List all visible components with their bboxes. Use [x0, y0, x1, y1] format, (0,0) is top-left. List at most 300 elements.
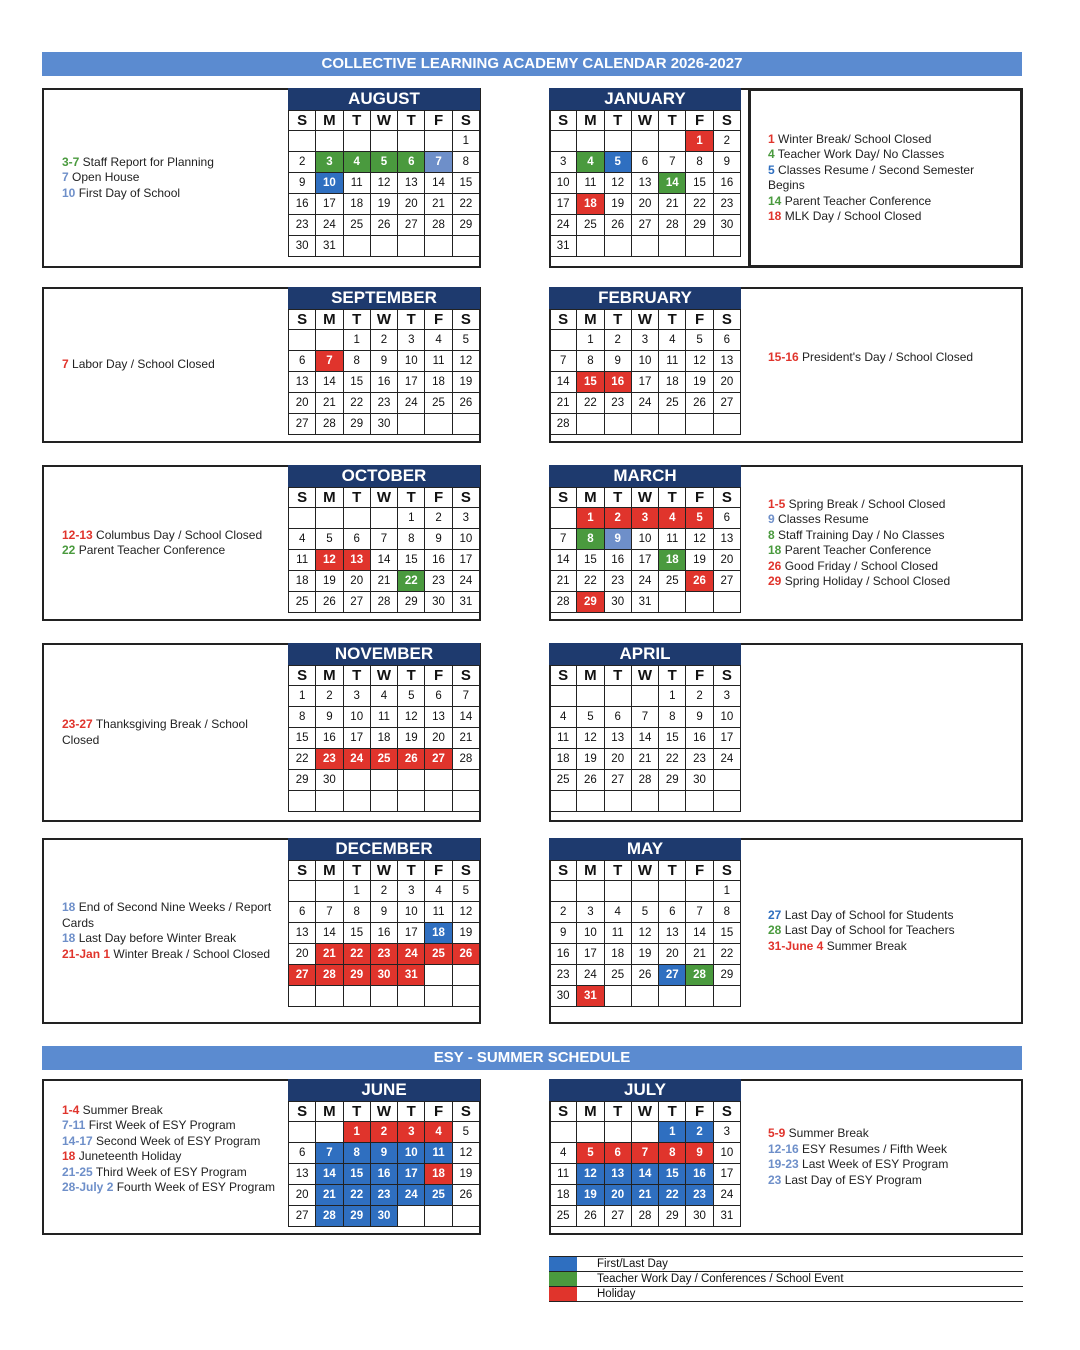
week-row [550, 571, 741, 592]
event-date: 15-16 [768, 349, 799, 364]
day-cell: 7 [316, 351, 343, 372]
month-name: NOVEMBER [288, 643, 480, 665]
event-date: 18 [768, 209, 782, 223]
day-cell: 29 [713, 965, 740, 986]
event-note [768, 923, 1013, 939]
event-date: 12-16 [768, 1141, 799, 1156]
day-cell: 15 [659, 728, 686, 749]
day-cell: 7 [631, 707, 658, 728]
day-cell: 15 [577, 372, 604, 393]
day-cell: 12 [604, 173, 631, 194]
day-cell: 25 [659, 393, 686, 414]
day-cell: 3 [713, 1122, 740, 1143]
legend-swatch-blue [549, 1257, 577, 1271]
empty-cell [343, 791, 370, 812]
week-row [550, 770, 741, 791]
empty-cell [398, 986, 425, 1007]
day-cell: 18 [425, 1164, 452, 1185]
week-row [550, 131, 741, 152]
week-row [550, 152, 741, 173]
event-text: Second Week of ESY Program [92, 1133, 261, 1148]
day-cell: 25 [425, 393, 452, 414]
day-cell: 1 [577, 330, 604, 351]
day-cell: 31 [713, 1206, 740, 1227]
week-row [550, 1122, 741, 1143]
month-name: SEPTEMBER [288, 287, 480, 309]
weekday-header: W [631, 861, 658, 881]
event-text: Good Friday / School Closed [781, 558, 939, 573]
weekday-header: S [713, 488, 740, 508]
day-cell: 4 [659, 508, 686, 529]
weekday-header: T [604, 310, 631, 330]
day-cell: 24 [713, 1185, 740, 1206]
week-row [289, 529, 480, 550]
day-cell: 21 [659, 194, 686, 215]
day-cell: 1 [343, 330, 370, 351]
day-cell: 20 [713, 372, 740, 393]
weekday-header: S [452, 310, 479, 330]
empty-cell [686, 414, 713, 435]
day-cell: 17 [713, 728, 740, 749]
day-cell: 24 [398, 393, 425, 414]
day-cell: 13 [659, 923, 686, 944]
day-cell: 3 [631, 508, 658, 529]
event-text: Spring Holiday / School Closed [781, 574, 951, 588]
day-cell: 25 [577, 215, 604, 236]
day-cell: 19 [686, 550, 713, 571]
day-cell: 29 [289, 770, 316, 791]
day-cell: 23 [370, 944, 397, 965]
day-cell: 11 [550, 728, 577, 749]
empty-cell [604, 986, 631, 1007]
day-cell: 14 [631, 1164, 658, 1185]
event-date: 1 [768, 131, 775, 146]
day-cell: 15 [452, 173, 479, 194]
month-grid [288, 860, 480, 1007]
week-row [550, 791, 741, 812]
weekday-header: S [550, 111, 577, 131]
day-cell: 14 [550, 372, 577, 393]
empty-cell [631, 1122, 658, 1143]
day-cell: 3 [713, 686, 740, 707]
event-note [62, 1149, 284, 1165]
empty-cell [370, 131, 397, 152]
weekday-header: W [370, 666, 397, 686]
day-cell: 6 [604, 707, 631, 728]
day-cell: 28 [316, 414, 343, 435]
weekday-header: F [686, 111, 713, 131]
month-september [288, 287, 480, 435]
event-note [62, 357, 284, 373]
weekday-header: F [686, 488, 713, 508]
empty-cell [659, 986, 686, 1007]
day-cell: 11 [425, 902, 452, 923]
day-cell: 17 [398, 372, 425, 393]
week-row [289, 152, 480, 173]
week-row [550, 686, 741, 707]
month-may [549, 838, 741, 1007]
day-cell: 26 [398, 749, 425, 770]
weekday-header: T [398, 111, 425, 131]
month-name: OCTOBER [288, 465, 480, 487]
weekday-header: T [343, 666, 370, 686]
day-cell: 16 [425, 550, 452, 571]
empty-cell [604, 1122, 631, 1143]
day-cell: 3 [577, 902, 604, 923]
empty-cell [289, 508, 316, 529]
day-cell: 5 [452, 881, 479, 902]
day-cell: 6 [604, 1143, 631, 1164]
month-december [288, 838, 480, 1007]
event-notes [62, 1103, 284, 1196]
day-cell: 6 [289, 1143, 316, 1164]
event-note [62, 170, 284, 186]
empty-cell [316, 791, 343, 812]
empty-cell [316, 330, 343, 351]
event-text: Classes Resume [774, 512, 869, 526]
day-cell: 3 [452, 508, 479, 529]
event-notes [62, 528, 284, 559]
day-cell: 9 [604, 351, 631, 372]
week-row [550, 351, 741, 372]
week-row [289, 592, 480, 613]
month-july [549, 1079, 741, 1227]
day-cell: 16 [316, 728, 343, 749]
day-cell: 25 [289, 592, 316, 613]
week-row [550, 707, 741, 728]
week-row [289, 173, 480, 194]
day-cell: 29 [659, 1206, 686, 1227]
empty-cell [631, 986, 658, 1007]
empty-cell [425, 791, 452, 812]
day-cell: 1 [289, 686, 316, 707]
weekday-header: S [289, 666, 316, 686]
weekday-header: W [631, 310, 658, 330]
event-date: 12-13 [62, 527, 93, 542]
week-row [550, 592, 741, 613]
weekday-header: F [686, 666, 713, 686]
day-cell: 7 [631, 1143, 658, 1164]
day-cell: 23 [713, 194, 740, 215]
empty-cell [604, 791, 631, 812]
day-cell: 29 [452, 215, 479, 236]
empty-cell [289, 131, 316, 152]
day-cell: 22 [577, 571, 604, 592]
day-cell: 1 [343, 1122, 370, 1143]
event-note [768, 194, 1013, 210]
legend-label: Holiday [597, 1288, 636, 1300]
empty-cell [659, 592, 686, 613]
day-cell: 23 [289, 215, 316, 236]
empty-cell [289, 330, 316, 351]
event-text: ESY Resumes / Fifth Week [798, 1141, 947, 1156]
weekday-header: F [686, 861, 713, 881]
weekday-header: T [343, 111, 370, 131]
day-cell: 8 [713, 902, 740, 923]
event-note [768, 163, 1013, 194]
event-text: Open House [68, 170, 140, 185]
day-cell: 13 [604, 1164, 631, 1185]
event-date: 8 [768, 527, 775, 542]
empty-cell [343, 508, 370, 529]
weekday-header: S [713, 666, 740, 686]
day-cell: 15 [659, 1164, 686, 1185]
day-cell: 8 [659, 707, 686, 728]
day-cell: 9 [550, 923, 577, 944]
day-cell: 18 [343, 194, 370, 215]
month-grid [288, 487, 480, 613]
week-row [289, 791, 480, 812]
empty-cell [452, 986, 479, 1007]
day-cell: 27 [713, 393, 740, 414]
empty-cell [398, 770, 425, 791]
day-cell: 18 [550, 1185, 577, 1206]
event-note [62, 717, 284, 748]
day-cell: 26 [686, 571, 713, 592]
week-row [289, 236, 480, 257]
weekday-header: M [316, 666, 343, 686]
event-note [768, 147, 1013, 163]
event-text: Last Day of School for Teachers [781, 923, 955, 938]
event-text: Juneteenth Holiday [75, 1149, 182, 1164]
event-notes [768, 1126, 1013, 1188]
month-grid [288, 665, 480, 812]
day-cell: 18 [659, 372, 686, 393]
weekday-header: S [550, 488, 577, 508]
day-cell: 30 [370, 1206, 397, 1227]
day-cell: 15 [686, 173, 713, 194]
day-cell: 10 [713, 1143, 740, 1164]
event-date: 7 [62, 357, 69, 372]
month-grid [549, 110, 741, 257]
empty-cell [550, 686, 577, 707]
event-text: Parent Teacher Conference [781, 193, 932, 208]
day-cell: 26 [631, 965, 658, 986]
day-cell: 28 [316, 1206, 343, 1227]
event-notes [62, 717, 284, 748]
day-cell: 7 [550, 529, 577, 550]
week-row [550, 881, 741, 902]
month-name: FEBRUARY [549, 287, 741, 309]
day-cell: 24 [398, 944, 425, 965]
day-cell: 12 [686, 529, 713, 550]
day-cell: 4 [577, 152, 604, 173]
week-row [550, 550, 741, 571]
day-cell: 22 [452, 194, 479, 215]
empty-cell [370, 791, 397, 812]
day-cell: 13 [631, 173, 658, 194]
day-cell: 20 [659, 944, 686, 965]
week-row [289, 194, 480, 215]
day-cell: 1 [398, 508, 425, 529]
day-cell: 28 [550, 414, 577, 435]
month-march [549, 465, 741, 613]
day-cell: 21 [686, 944, 713, 965]
week-row [550, 508, 741, 529]
event-note [768, 350, 1013, 366]
empty-cell [659, 881, 686, 902]
event-date: 3-7 [62, 154, 80, 169]
weekday-header: T [398, 310, 425, 330]
week-row [289, 749, 480, 770]
weekday-header: M [316, 1102, 343, 1122]
empty-cell [550, 131, 577, 152]
event-text: Winter Break / School Closed [110, 946, 271, 961]
event-text: First Day of School [75, 185, 181, 200]
weekday-header: M [577, 111, 604, 131]
day-cell: 20 [631, 194, 658, 215]
day-cell: 21 [631, 1185, 658, 1206]
day-cell: 16 [370, 923, 397, 944]
day-cell: 20 [343, 571, 370, 592]
day-cell: 4 [604, 902, 631, 923]
event-note [768, 512, 1013, 528]
empty-cell [425, 986, 452, 1007]
weekday-header: S [713, 111, 740, 131]
day-cell: 23 [370, 1185, 397, 1206]
day-cell: 24 [631, 393, 658, 414]
day-cell: 7 [686, 902, 713, 923]
day-cell: 30 [604, 592, 631, 613]
week-row [550, 393, 741, 414]
day-cell: 28 [631, 770, 658, 791]
weekday-header: T [604, 666, 631, 686]
weekday-header: F [425, 861, 452, 881]
empty-cell [686, 592, 713, 613]
day-cell: 14 [370, 550, 397, 571]
month-name: AUGUST [288, 88, 480, 110]
empty-cell [398, 414, 425, 435]
day-cell: 2 [550, 902, 577, 923]
day-cell: 3 [316, 152, 343, 173]
weekday-header: W [370, 310, 397, 330]
event-date: 9 [768, 512, 775, 526]
day-cell: 8 [577, 529, 604, 550]
event-notes [62, 155, 284, 202]
day-cell: 9 [686, 707, 713, 728]
legend-item [549, 1286, 1023, 1302]
empty-cell [425, 236, 452, 257]
weekday-header: F [686, 310, 713, 330]
week-row [289, 330, 480, 351]
day-cell: 10 [398, 351, 425, 372]
weekday-header: S [550, 861, 577, 881]
legend-swatch-green [549, 1272, 577, 1286]
empty-cell [686, 881, 713, 902]
day-cell: 21 [550, 571, 577, 592]
day-cell: 27 [659, 965, 686, 986]
day-cell: 21 [316, 393, 343, 414]
day-cell: 24 [398, 1185, 425, 1206]
weekday-header: M [577, 861, 604, 881]
day-cell: 11 [289, 550, 316, 571]
week-row [289, 1206, 480, 1227]
month-name: JULY [549, 1079, 741, 1101]
day-cell: 19 [577, 749, 604, 770]
event-date: 28 [768, 923, 782, 938]
weekday-header: S [713, 310, 740, 330]
day-cell: 1 [659, 1122, 686, 1143]
event-date: 23-27 [62, 717, 93, 731]
day-cell: 19 [370, 194, 397, 215]
day-cell: 30 [686, 770, 713, 791]
day-cell: 5 [316, 529, 343, 550]
day-cell: 6 [659, 902, 686, 923]
empty-cell [343, 236, 370, 257]
event-date: 7-11 [62, 1118, 86, 1133]
day-cell: 23 [686, 749, 713, 770]
day-cell: 8 [659, 1143, 686, 1164]
day-cell: 20 [289, 1185, 316, 1206]
event-note [62, 1165, 284, 1181]
day-cell: 30 [370, 965, 397, 986]
weekday-header: T [604, 1102, 631, 1122]
event-date: 1-5 [768, 496, 786, 511]
event-date: 23 [768, 1172, 782, 1187]
day-cell: 23 [550, 965, 577, 986]
empty-cell [631, 881, 658, 902]
day-cell: 29 [343, 414, 370, 435]
day-cell: 18 [425, 372, 452, 393]
day-cell: 19 [577, 1185, 604, 1206]
day-cell: 22 [577, 393, 604, 414]
empty-cell [316, 508, 343, 529]
legend [549, 1256, 1023, 1302]
day-cell: 2 [370, 881, 397, 902]
day-cell: 14 [316, 1164, 343, 1185]
event-text: Labor Day / School Closed [68, 357, 215, 372]
event-notes [62, 357, 284, 373]
day-cell: 17 [343, 728, 370, 749]
day-cell: 27 [425, 749, 452, 770]
empty-cell [425, 1206, 452, 1227]
empty-cell [713, 791, 740, 812]
month-grid [288, 1101, 480, 1227]
day-cell: 18 [659, 550, 686, 571]
empty-cell [631, 791, 658, 812]
week-row [289, 902, 480, 923]
day-cell: 7 [550, 351, 577, 372]
month-grid [288, 110, 480, 257]
day-cell: 26 [577, 1206, 604, 1227]
weekday-header: W [631, 666, 658, 686]
event-date: 7 [62, 170, 69, 185]
empty-cell [659, 414, 686, 435]
empty-cell [452, 965, 479, 986]
empty-cell [577, 881, 604, 902]
weekday-header: T [604, 488, 631, 508]
day-cell: 8 [398, 529, 425, 550]
day-cell: 6 [713, 508, 740, 529]
day-cell: 3 [398, 330, 425, 351]
empty-cell [316, 881, 343, 902]
event-note [62, 931, 284, 947]
day-cell: 24 [452, 571, 479, 592]
empty-cell [577, 414, 604, 435]
empty-cell [452, 791, 479, 812]
weekday-header: S [452, 111, 479, 131]
empty-cell [550, 881, 577, 902]
event-note [768, 209, 1013, 225]
event-date: 26 [768, 558, 782, 573]
month-name: APRIL [549, 643, 741, 665]
weekday-header: T [604, 111, 631, 131]
empty-cell [713, 770, 740, 791]
event-date: 1-4 [62, 1102, 80, 1117]
day-cell: 30 [370, 414, 397, 435]
day-cell: 17 [713, 1164, 740, 1185]
day-cell: 1 [713, 881, 740, 902]
